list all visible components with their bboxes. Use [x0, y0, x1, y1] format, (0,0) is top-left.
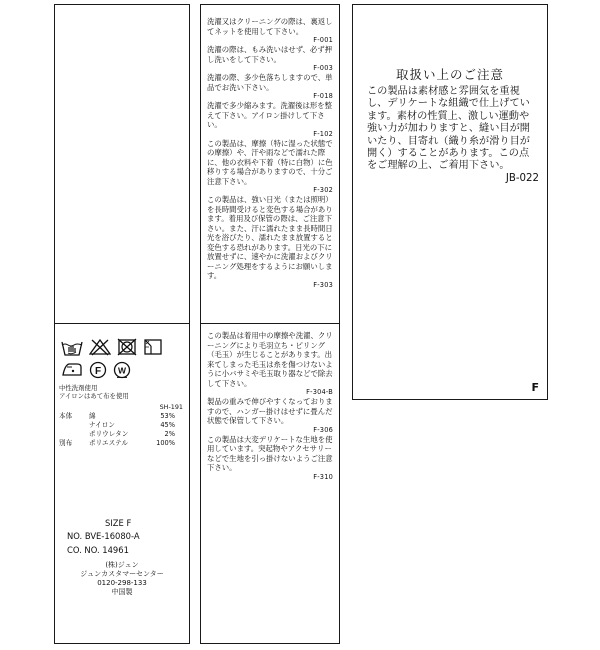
phone-number: 0120-298-133 [97, 579, 147, 587]
fiber-material: 綿 [89, 412, 96, 420]
caution-notes-bottom [207, 331, 333, 482]
fiber-material: ポリウレタン [89, 430, 129, 438]
product-number: NO. BVE-16080-A [67, 531, 140, 541]
customer-center: ジュンカスタマーセンター [80, 570, 164, 578]
note-code: F-310 [313, 472, 333, 481]
label-divider [55, 323, 189, 324]
fiber-part: 本体 [59, 412, 73, 420]
note-text: この製品は、摩擦（特に湿った状態での摩擦）や、汗や雨などで濡れた際に、他の衣料や下着（特に白物）に色移りする場合がありますので、十分ご注意下さい。 [207, 138, 333, 186]
co-number: CO. NO. 14961 [67, 545, 129, 555]
svg-text:W: W [117, 365, 127, 376]
hang-dry-shade-icon [143, 338, 163, 356]
caution-notes-top [207, 17, 333, 290]
note-text: 洗濯又はクリーニングの際は、裏返してネットを使用して下さい。 [207, 17, 333, 36]
label-divider [201, 323, 339, 324]
care-label-left [54, 4, 190, 644]
company-name: (株)ジュン [105, 561, 139, 569]
company-info [55, 561, 189, 597]
note-text: 洗濯で多少縮みます。洗濯後は形を整えて下さい。アイロン掛けして下さい。 [207, 101, 333, 129]
note-code: F-302 [313, 186, 333, 194]
fiber-material: ナイロン [89, 421, 115, 429]
note-code: F-003 [313, 64, 333, 72]
caution-body [367, 86, 539, 185]
note-code: F-303 [313, 280, 333, 289]
fiber-material: ポリエステル [89, 439, 128, 447]
note-code: F-304-B [306, 388, 333, 396]
dry-clean-f-icon [89, 361, 107, 379]
fiber-percent: 45% [160, 421, 175, 429]
wet-clean-w-icon [113, 361, 131, 379]
note-code: F-102 [313, 129, 333, 138]
care-label-middle [200, 4, 340, 644]
caution-body-text: この製品は素材感と雰囲気を重視し、デリケートな組織で仕上げています。素材の性質上、激しい運動や強い力が加わりますと、縫い目が開いたり、目寄れ（織り糸が滑り目が開く）することがあります。この点をご理解の上、ご着用下さい。 [367, 86, 530, 172]
care-instructions [59, 384, 129, 400]
note-code: F-001 [313, 36, 333, 44]
country-of-origin: 中国製 [111, 588, 133, 596]
do-not-tumble-dry-icon [117, 338, 137, 356]
caution-code: JB-022 [505, 172, 539, 184]
fiber-percent: 53% [160, 412, 175, 420]
label-mark: F [531, 381, 539, 394]
note-code: F-306 [313, 425, 333, 434]
label-code: SH-191 [159, 403, 183, 411]
care-symbols-row-2 [61, 361, 131, 379]
note-text: この製品は着用中の摩擦や洗濯、クリーニングにより毛羽立ち・ピリング（毛玉）が生じることがあります。出来てしまった毛玉は糸を傷つけないように小バサミや毛玉取り器などで除去して下さい。 [207, 331, 333, 388]
note-text: 洗濯の際は、もみ洗いはせず、必ず押し洗いをして下さい。 [207, 45, 333, 64]
instruction-line: 中性洗剤使用 [59, 384, 98, 392]
note-text: この製品は大変デリケートな生地を使用しています。突起物やアクセサリーなどで生地を引っ掛けないようご注意下さい。 [207, 434, 333, 472]
care-label-right [352, 4, 548, 400]
hand-wash-icon [61, 338, 83, 356]
svg-text:F: F [94, 366, 102, 377]
care-symbols-row-1 [61, 338, 163, 356]
note-code: F-018 [313, 92, 333, 100]
caution-title: 取扱い上のご注意 [395, 67, 504, 82]
note-text: この製品は、強い日光（または照明）を長時間受けると変色する場合があります。着用及び保管の際は、ご注意下さい。また、汗に濡れたまま長時間日光を浴びたり、濡れたまま放置すると変色する恐れがあります。日光の下に放置せずに、速やかに洗濯およびクリーニング処理をするようにお願いします。 [207, 195, 333, 280]
do-not-bleach-icon [89, 338, 111, 356]
note-text: 製品の重みで伸びやすくなっておりますので、ハンガー掛けはせずに畳んだ状態で保管して下さい。 [207, 397, 333, 425]
fiber-percent: 2% [164, 430, 175, 438]
fiber-part: 別布 [59, 439, 73, 447]
note-text: 洗濯の際、多少色落ちしますので、単品でお洗い下さい。 [207, 73, 333, 92]
fiber-percent: 100% [156, 439, 175, 447]
iron-low-icon [61, 361, 83, 377]
instruction-line: アイロンはあて布を使用 [59, 392, 129, 400]
size-text: SIZE F [105, 518, 132, 528]
